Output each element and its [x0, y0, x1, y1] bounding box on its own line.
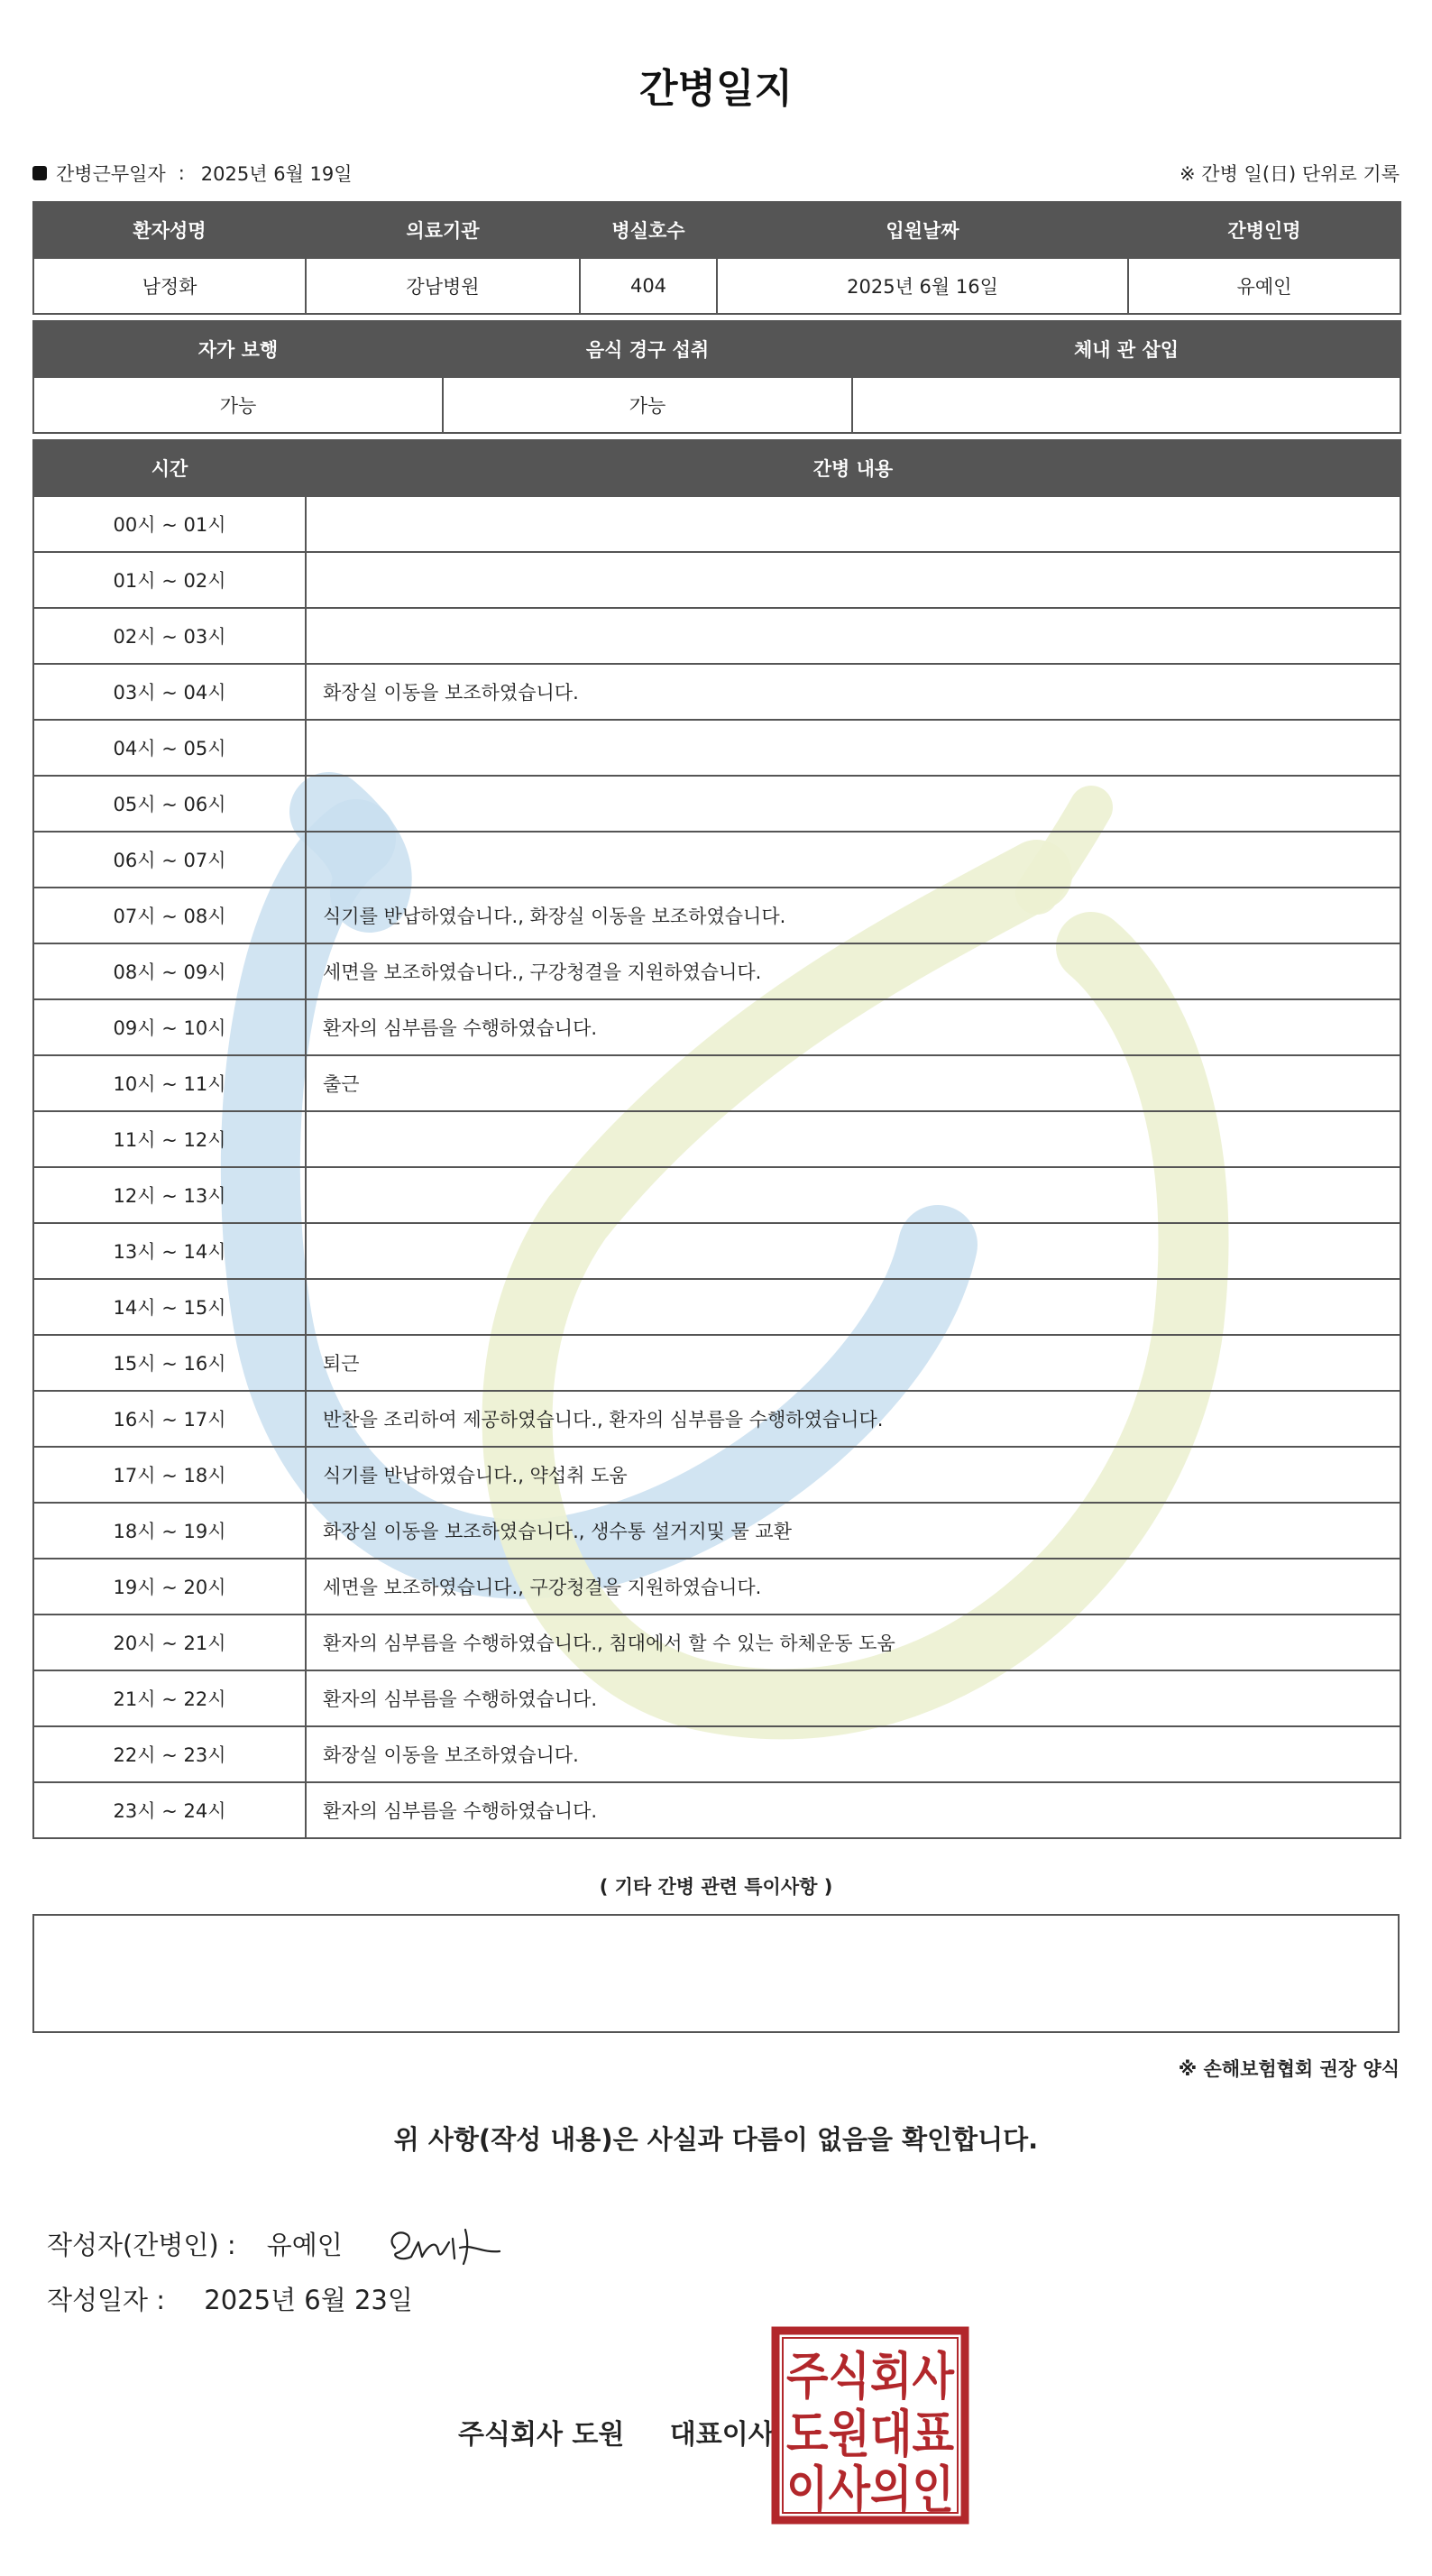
patient-status-table	[32, 320, 1401, 434]
care-time-cell: 21시 ~ 22시	[33, 1670, 306, 1726]
patient-info-table	[32, 201, 1401, 315]
care-content-cell: 식기를 반납하였습니다., 화장실 이동을 보조하였습니다.	[306, 888, 1400, 943]
company-name: 주식회사 도원	[458, 2419, 625, 2451]
care-row	[33, 943, 1400, 999]
self-walking-value: 가능	[33, 377, 443, 433]
care-content-cell: 화장실 이동을 보조하였습니다.	[306, 664, 1400, 720]
care-content-cell	[306, 1111, 1400, 1167]
care-content-cell: 세면을 보조하였습니다., 구강청결을 지원하였습니다.	[306, 1559, 1400, 1615]
care-row	[33, 496, 1400, 552]
care-row	[33, 1559, 1400, 1615]
patient-status-value-row	[33, 377, 1400, 433]
care-row	[33, 776, 1400, 832]
care-time-cell: 04시 ~ 05시	[33, 720, 306, 776]
hospital-name: 강남병원	[306, 258, 580, 314]
care-time-cell: 03시 ~ 04시	[33, 664, 306, 720]
care-content-cell	[306, 608, 1400, 664]
care-row	[33, 1615, 1400, 1670]
care-row	[33, 664, 1400, 720]
unit-note: ※ 간병 일(日) 단위로 기록	[1180, 163, 1400, 185]
room-number: 404	[580, 258, 717, 314]
patient-info-header-row	[33, 202, 1400, 258]
care-time-cell: 09시 ~ 10시	[33, 999, 306, 1055]
care-content-cell: 세면을 보조하였습니다., 구강청결을 지원하였습니다.	[306, 943, 1400, 999]
care-content-cell: 반찬을 조리하여 제공하였습니다., 환자의 심부름을 수행하였습니다.	[306, 1391, 1400, 1447]
care-time-cell: 13시 ~ 14시	[33, 1223, 306, 1279]
seal-line-3: 이사의인	[786, 2461, 954, 2520]
oral-intake-value: 가능	[443, 377, 852, 433]
care-time-cell: 01시 ~ 02시	[33, 552, 306, 608]
document-title: 간병일지	[638, 66, 793, 112]
care-time-cell: 00시 ~ 01시	[33, 496, 306, 552]
care-content-cell	[306, 776, 1400, 832]
care-row	[33, 888, 1400, 943]
care-time-cell: 10시 ~ 11시	[33, 1055, 306, 1111]
header-admission-date: 입원날짜	[717, 202, 1128, 258]
work-date-colon: :	[178, 162, 185, 184]
care-content-cell	[306, 496, 1400, 552]
care-content-cell: 퇴근	[306, 1335, 1400, 1391]
work-date-label: 간병근무일자	[56, 163, 166, 185]
writer-line	[47, 2212, 509, 2275]
care-row	[33, 1167, 1400, 1223]
care-row	[33, 1335, 1400, 1391]
care-time-cell: 22시 ~ 23시	[33, 1726, 306, 1782]
hourly-care-table	[32, 439, 1401, 1839]
care-row	[33, 1279, 1400, 1335]
care-content-cell: 화장실 이동을 보조하였습니다.	[306, 1726, 1400, 1782]
header-time: 시간	[33, 440, 306, 496]
patient-info-value-row	[33, 258, 1400, 314]
care-row	[33, 999, 1400, 1055]
care-time-cell: 06시 ~ 07시	[33, 832, 306, 888]
care-time-cell: 08시 ~ 09시	[33, 943, 306, 999]
header-patient-name: 환자성명	[33, 202, 306, 258]
care-time-cell: 02시 ~ 03시	[33, 608, 306, 664]
signature-image	[382, 2212, 509, 2275]
care-time-cell: 07시 ~ 08시	[33, 888, 306, 943]
hourly-care-rows	[33, 496, 1400, 1838]
care-time-cell: 11시 ~ 12시	[33, 1111, 306, 1167]
care-row	[33, 608, 1400, 664]
care-content-cell: 식기를 반납하였습니다., 약섭취 도움	[306, 1447, 1400, 1503]
written-date-value: 2025년 6월 23일	[204, 2285, 413, 2315]
care-content-cell: 환자의 심부름을 수행하였습니다.	[306, 1782, 1400, 1838]
care-time-cell: 12시 ~ 13시	[33, 1167, 306, 1223]
care-row	[33, 1391, 1400, 1447]
company-seal-stamp	[770, 2325, 970, 2525]
header-hospital: 의료기관	[306, 202, 580, 258]
care-row	[33, 1055, 1400, 1111]
care-content-cell	[306, 1223, 1400, 1279]
care-time-cell: 17시 ~ 18시	[33, 1447, 306, 1503]
care-content-cell	[306, 1279, 1400, 1335]
care-row	[33, 1782, 1400, 1838]
writer-name: 유예인	[266, 2229, 343, 2260]
tube-insertion-value	[852, 377, 1400, 433]
care-row	[33, 1726, 1400, 1782]
special-notes-box	[32, 1914, 1400, 2033]
company-signature-line	[458, 2412, 775, 2452]
work-date-value: 2025년 6월 19일	[200, 163, 353, 185]
form-source-note: ※ 손해보험협회 권장 양식	[1178, 2058, 1400, 2080]
care-time-cell: 16시 ~ 17시	[33, 1391, 306, 1447]
written-date-line	[47, 2280, 413, 2317]
seal-line-1: 주식회사	[786, 2348, 955, 2406]
care-content-cell	[306, 832, 1400, 888]
header-oral-intake: 음식 경구 섭취	[443, 321, 852, 377]
care-time-cell: 19시 ~ 20시	[33, 1559, 306, 1615]
care-content-cell: 환자의 심부름을 수행하였습니다.	[306, 999, 1400, 1055]
care-time-cell: 15시 ~ 16시	[33, 1335, 306, 1391]
header-care-content: 간병 내용	[306, 440, 1400, 496]
writer-label: 작성자(간병인) :	[47, 2229, 236, 2260]
care-content-cell	[306, 720, 1400, 776]
care-row	[33, 1503, 1400, 1559]
company-ceo-title: 대표이사	[669, 2419, 775, 2451]
care-time-cell: 18시 ~ 19시	[33, 1503, 306, 1559]
care-content-cell: 출근	[306, 1055, 1400, 1111]
work-date-row	[32, 157, 1400, 189]
care-time-cell: 14시 ~ 15시	[33, 1279, 306, 1335]
care-time-cell: 23시 ~ 24시	[33, 1782, 306, 1838]
patient-status-header-row	[33, 321, 1400, 377]
care-time-cell: 20시 ~ 21시	[33, 1615, 306, 1670]
care-time-cell: 05시 ~ 06시	[33, 776, 306, 832]
work-date-info	[32, 160, 353, 187]
care-row	[33, 1670, 1400, 1726]
bullet-square-icon	[32, 166, 47, 180]
patient-name: 남정화	[33, 258, 306, 314]
header-self-walking: 자가 보행	[33, 321, 443, 377]
care-row	[33, 720, 1400, 776]
header-tube-insertion: 체내 관 삽입	[852, 321, 1400, 377]
care-row	[33, 832, 1400, 888]
special-notes-title: ( 기타 간병 관련 특이사항 )	[599, 1876, 833, 1898]
care-row	[33, 1447, 1400, 1503]
care-row	[33, 1223, 1400, 1279]
care-content-cell: 환자의 심부름을 수행하였습니다., 침대에서 할 수 있는 하체운동 도움	[306, 1615, 1400, 1670]
care-content-cell: 화장실 이동을 보조하였습니다., 생수통 설거지및 물 교환	[306, 1503, 1400, 1559]
caregiver-name: 유예인	[1128, 258, 1400, 314]
seal-line-2: 도원대표	[786, 2406, 954, 2464]
admission-date: 2025년 6월 16일	[717, 258, 1128, 314]
care-content-cell: 환자의 심부름을 수행하였습니다.	[306, 1670, 1400, 1726]
hourly-care-header-row	[33, 440, 1400, 496]
care-content-cell	[306, 552, 1400, 608]
care-row	[33, 552, 1400, 608]
written-date-label: 작성일자 :	[47, 2285, 166, 2315]
care-row	[33, 1111, 1400, 1167]
header-caregiver-name: 간병인명	[1128, 202, 1400, 258]
confirmation-statement: 위 사항(작성 내용)은 사실과 다름이 없음을 확인합니다.	[393, 2124, 1039, 2155]
care-content-cell	[306, 1167, 1400, 1223]
header-room-number: 병실호수	[580, 202, 717, 258]
